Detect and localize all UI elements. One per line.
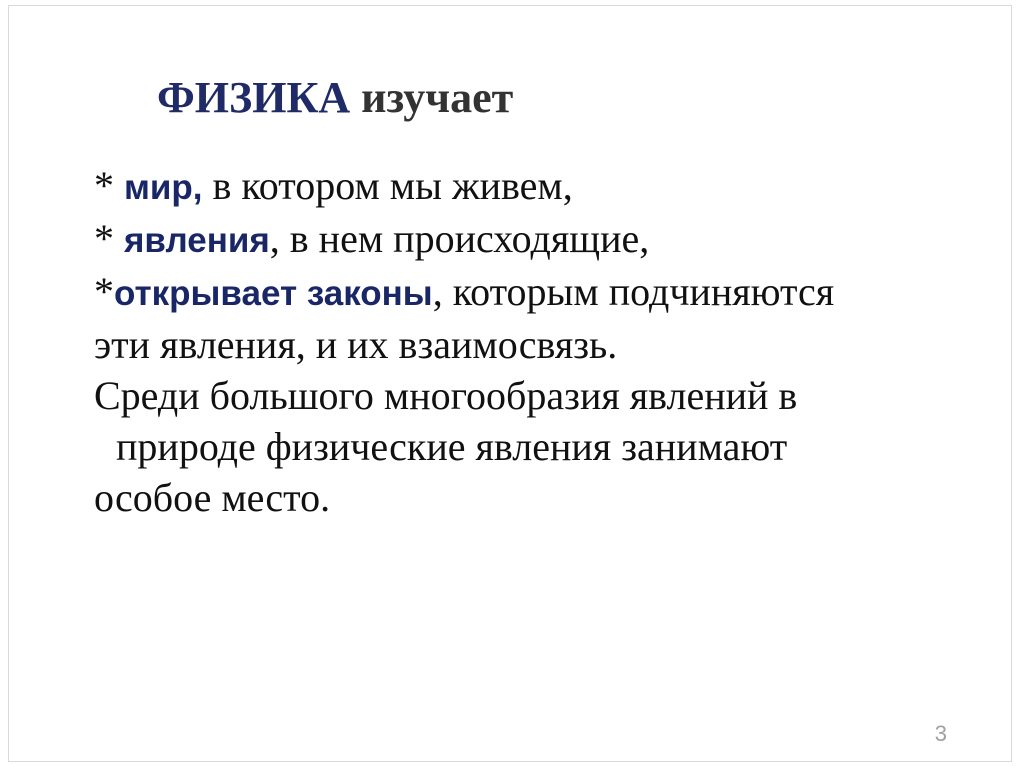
text-line: Среди большого многообразия явлений в xyxy=(94,373,798,418)
emphasis-world: мир, xyxy=(124,168,203,207)
line-text: в котором мы живем, xyxy=(202,163,573,208)
bullet-marker: * xyxy=(94,216,124,261)
text-line: природе физические явления занимают xyxy=(116,424,788,469)
emphasis-laws: открывает законы xyxy=(114,274,433,313)
bullet-line-laws xyxy=(94,266,994,319)
title-subject: ФИЗИКА xyxy=(157,73,351,122)
text-line: эти явления, и их взаимосвязь. xyxy=(94,322,618,367)
bullet-marker: * xyxy=(94,269,114,314)
title-verb: изучает xyxy=(350,73,514,122)
slide-title xyxy=(157,70,513,126)
line-text: , в нем происходящие, xyxy=(269,216,650,261)
page-number: 3 xyxy=(934,721,947,746)
line-text: , которым подчиняются xyxy=(432,269,835,314)
bullet-line-world xyxy=(94,160,994,213)
slide-body xyxy=(94,160,994,523)
text-line: особое место. xyxy=(94,475,331,520)
emphasis-phenomena: явления xyxy=(124,221,270,260)
bullet-marker: * xyxy=(94,163,124,208)
bullet-line-phenomena xyxy=(94,213,994,266)
